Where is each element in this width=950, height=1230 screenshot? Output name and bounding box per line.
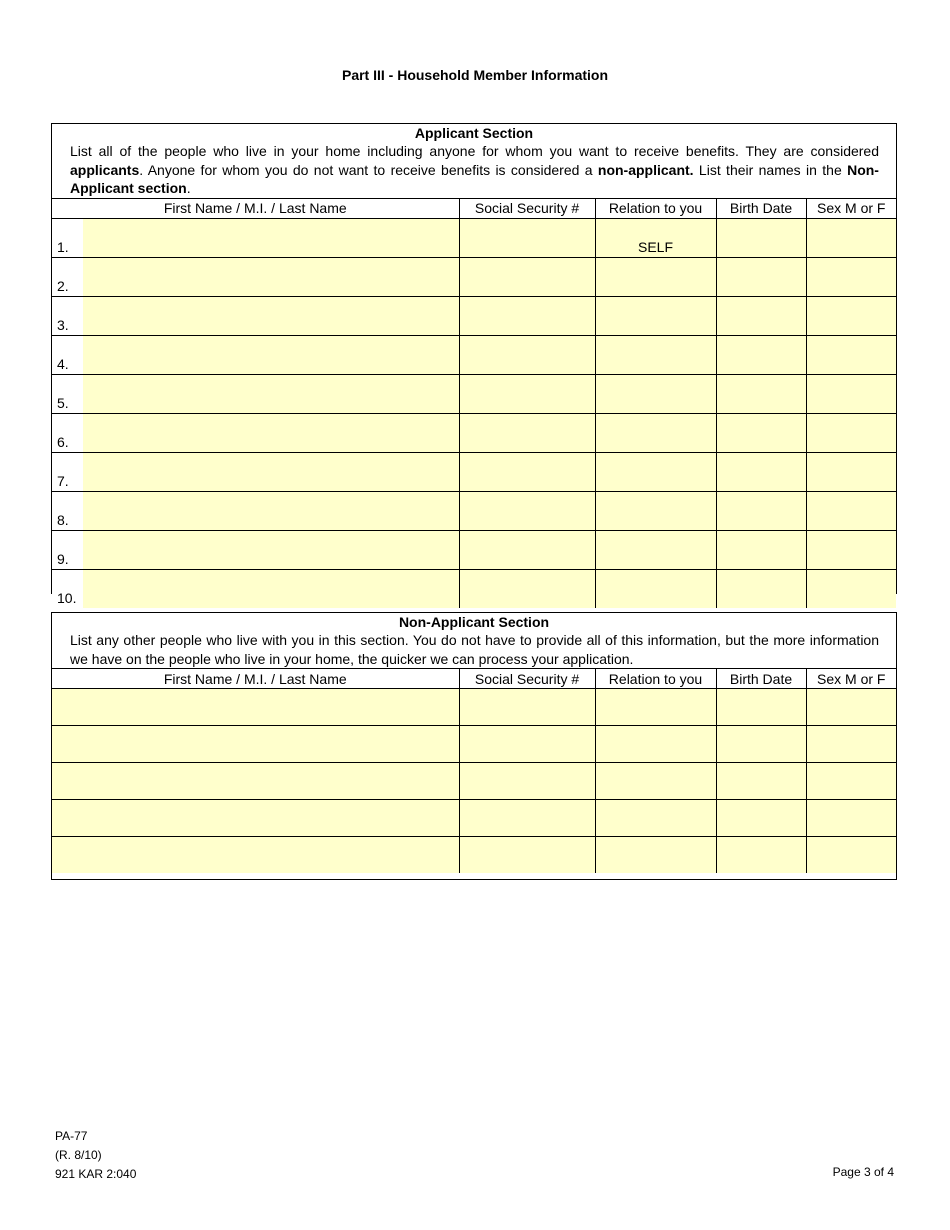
relation-field[interactable]: [595, 296, 716, 335]
col-header-sex: Sex M or F: [806, 669, 896, 689]
birth-date-field[interactable]: [716, 569, 806, 608]
relation-field[interactable]: [595, 452, 716, 491]
applicant-row: [52, 218, 896, 257]
ssn-field[interactable]: [459, 800, 595, 837]
name-field[interactable]: [52, 837, 459, 874]
birth-date-field[interactable]: [716, 452, 806, 491]
name-field[interactable]: [83, 569, 459, 608]
sex-field[interactable]: [806, 763, 896, 800]
name-field[interactable]: [83, 413, 459, 452]
non-applicant-row: [52, 726, 896, 763]
name-field[interactable]: [52, 689, 459, 726]
col-header-name: First Name / M.I. / Last Name: [52, 669, 459, 689]
row-number: 8.: [52, 491, 83, 530]
row-number: 5.: [52, 374, 83, 413]
relation-field[interactable]: SELF: [595, 218, 716, 257]
applicant-row: [52, 569, 896, 608]
row-number: 3.: [52, 296, 83, 335]
applicant-row: [52, 530, 896, 569]
sex-field[interactable]: [806, 800, 896, 837]
row-number: 9.: [52, 530, 83, 569]
relation-field[interactable]: [595, 726, 716, 763]
non-applicant-table: [52, 668, 896, 873]
name-field[interactable]: [83, 491, 459, 530]
relation-field[interactable]: [595, 569, 716, 608]
non-applicant-row: [52, 800, 896, 837]
sex-field[interactable]: [806, 257, 896, 296]
relation-field[interactable]: [595, 257, 716, 296]
relation-field[interactable]: [595, 335, 716, 374]
non-applicant-row: [52, 763, 896, 800]
birth-date-field[interactable]: [716, 837, 806, 874]
sex-field[interactable]: [806, 689, 896, 726]
birth-date-field[interactable]: [716, 218, 806, 257]
relation-field[interactable]: [595, 763, 716, 800]
form-id: PA-77: [55, 1129, 88, 1143]
sex-field[interactable]: [806, 296, 896, 335]
form-revision: (R. 8/10): [55, 1148, 102, 1162]
non-applicant-section-heading: Non-Applicant Section: [398, 614, 550, 630]
applicant-row: [52, 335, 896, 374]
ssn-field[interactable]: [459, 530, 595, 569]
birth-date-field[interactable]: [716, 530, 806, 569]
col-header-birth-date: Birth Date: [716, 669, 806, 689]
col-header-sex: Sex M or F: [806, 198, 896, 218]
birth-date-field[interactable]: [716, 491, 806, 530]
row-number: 1.: [52, 218, 83, 257]
applicant-row: [52, 374, 896, 413]
birth-date-field[interactable]: [716, 335, 806, 374]
name-field[interactable]: [52, 726, 459, 763]
name-field[interactable]: [52, 800, 459, 837]
relation-field[interactable]: [595, 413, 716, 452]
col-header-name: First Name / M.I. / Last Name: [52, 198, 459, 218]
sex-field[interactable]: [806, 491, 896, 530]
row-number: 4.: [52, 335, 83, 374]
applicant-section-heading: Applicant Section: [414, 125, 534, 141]
applicant-table: [52, 198, 896, 608]
ssn-field[interactable]: [459, 374, 595, 413]
row-number: 6.: [52, 413, 83, 452]
ssn-field[interactable]: [459, 218, 595, 257]
birth-date-field[interactable]: [716, 763, 806, 800]
sex-field[interactable]: [806, 569, 896, 608]
non-applicant-row: [52, 837, 896, 874]
sex-field[interactable]: [806, 452, 896, 491]
relation-field[interactable]: [595, 800, 716, 837]
relation-field[interactable]: [595, 374, 716, 413]
col-header-relation: Relation to you: [595, 669, 716, 689]
applicant-section: [51, 123, 897, 606]
name-field[interactable]: [83, 530, 459, 569]
form-regulation: 921 KAR 2:040: [55, 1167, 137, 1181]
applicant-row: [52, 491, 896, 530]
non-applicant-row: [52, 689, 896, 726]
birth-date-field[interactable]: [716, 726, 806, 763]
relation-field[interactable]: [595, 689, 716, 726]
birth-date-field[interactable]: [716, 689, 806, 726]
name-field[interactable]: [83, 374, 459, 413]
sex-field[interactable]: [806, 530, 896, 569]
applicant-row: [52, 413, 896, 452]
sex-field[interactable]: [806, 837, 896, 874]
ssn-field[interactable]: [459, 296, 595, 335]
row-number: 10.: [52, 569, 83, 608]
ssn-field[interactable]: [459, 837, 595, 874]
ssn-field[interactable]: [459, 689, 595, 726]
name-field[interactable]: [83, 335, 459, 374]
row-number: 2.: [52, 257, 83, 296]
sex-field[interactable]: [806, 374, 896, 413]
ssn-field[interactable]: [459, 763, 595, 800]
birth-date-field[interactable]: [716, 374, 806, 413]
applicant-section-intro: List all of the people who live in your home including anyone for whom you want to receive benefits. They are considered applicants. Anyone for whom you do not want to receive benefits is considered a non-applicant. List their names in the Non-Applicant section.: [70, 143, 879, 196]
birth-date-field[interactable]: [716, 296, 806, 335]
page-title: Part III - Household Member Information: [341, 67, 609, 83]
name-field[interactable]: [83, 452, 459, 491]
ssn-field[interactable]: [459, 569, 595, 608]
relation-field[interactable]: [595, 491, 716, 530]
sex-field[interactable]: [806, 335, 896, 374]
row-number: 7.: [52, 452, 83, 491]
non-applicant-table-header: [52, 669, 896, 689]
applicant-row: [52, 257, 896, 296]
non-applicant-section: [51, 612, 897, 880]
applicant-row: [52, 296, 896, 335]
applicant-row: [52, 452, 896, 491]
relation-field[interactable]: [595, 837, 716, 874]
sex-field[interactable]: [806, 726, 896, 763]
ssn-field[interactable]: [459, 726, 595, 763]
birth-date-field[interactable]: [716, 800, 806, 837]
birth-date-field[interactable]: [716, 257, 806, 296]
sex-field[interactable]: [806, 413, 896, 452]
ssn-field[interactable]: [459, 257, 595, 296]
relation-field[interactable]: [595, 530, 716, 569]
col-header-ssn: Social Security #: [459, 198, 595, 218]
applicant-table-header: [52, 198, 896, 218]
name-field[interactable]: [52, 763, 459, 800]
ssn-field[interactable]: [459, 335, 595, 374]
birth-date-field[interactable]: [716, 413, 806, 452]
col-header-relation: Relation to you: [595, 198, 716, 218]
name-field[interactable]: [83, 296, 459, 335]
form-footer: [55, 1127, 136, 1184]
ssn-field[interactable]: [459, 452, 595, 491]
non-applicant-section-intro: List any other people who live with you in this section. You do not have to provide all of this information, but the more information we have on the people who live in your home, the quicker we can process your application.: [70, 632, 879, 667]
ssn-field[interactable]: [459, 413, 595, 452]
name-field[interactable]: [83, 218, 459, 257]
col-header-ssn: Social Security #: [459, 669, 595, 689]
col-header-birth-date: Birth Date: [716, 198, 806, 218]
page-number: Page 3 of 4: [832, 1165, 894, 1179]
sex-field[interactable]: [806, 218, 896, 257]
name-field[interactable]: [83, 257, 459, 296]
ssn-field[interactable]: [459, 491, 595, 530]
